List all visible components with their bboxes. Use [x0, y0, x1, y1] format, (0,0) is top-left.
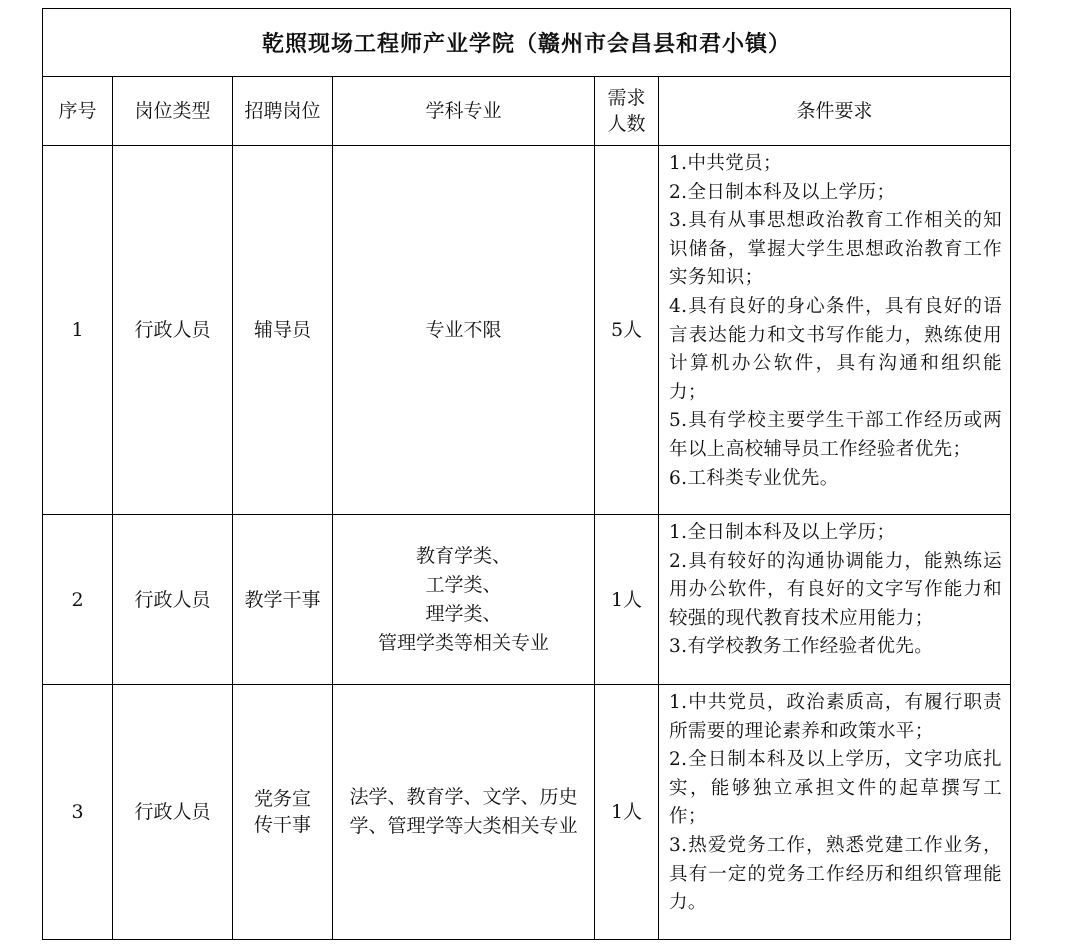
header-position: 招聘岗位	[233, 77, 333, 146]
cell-seq: 3	[43, 685, 113, 940]
header-row	[43, 77, 1011, 146]
table-row	[43, 515, 1011, 685]
cell-count: 1人	[595, 685, 659, 940]
table-row	[43, 146, 1011, 515]
requirement-item: 5.具有学校主要学生干部工作经历或两年以上高校辅导员工作经验者优先；	[669, 410, 1003, 460]
requirement-item: 4.具有良好的身心条件，具有良好的语言表达能力和文书写作能力，熟练使用计算机办公软件，具有沟通和组织能力；	[669, 295, 1003, 403]
requirement-item: 3.热爱党务工作，熟悉党建工作业务，具有一定的党务工作经历和组织管理能力。	[669, 834, 1003, 914]
requirement-item: 6.工科类专业优先。	[669, 467, 839, 489]
major-line: 管理学类等相关专业	[377, 631, 549, 654]
cell-type: 行政人员	[113, 515, 233, 685]
requirement-item: 1.中共党员；	[669, 153, 782, 174]
header-seq: 序号	[43, 77, 113, 146]
cell-seq: 2	[43, 515, 113, 685]
requirement-item: 2.具有较好的沟通协调能力，能熟练运用办公软件，有良好的文字写作能力和较强的现代教育技术应用能力；	[669, 550, 1003, 629]
table-title: 乾照现场工程师产业学院（赣州市会昌县和君小镇）	[43, 9, 1011, 77]
cell-count: 5人	[595, 146, 659, 515]
header-major: 学科专业	[333, 77, 595, 146]
header-count: 需求人数	[595, 77, 659, 146]
cell-count: 1人	[595, 515, 659, 685]
cell-major	[333, 515, 595, 685]
requirement-item: 1.全日制本科及以上学历；	[669, 522, 896, 543]
requirement-item: 3.有学校教务工作经验者优先。	[669, 636, 934, 658]
cell-type: 行政人员	[113, 685, 233, 940]
cell-position: 教学干事	[233, 515, 333, 685]
requirement-item: 1.中共党员，政治素质高，有履行职责所需要的理论素养和政策水平；	[669, 692, 1003, 742]
requirement-item: 3.具有从事思想政治教育工作相关的知识储备，掌握大学生思想政治教育工作实务知识；	[669, 210, 1003, 289]
major-line: 专业不限	[425, 319, 502, 341]
cell-position: 党务宣传干事	[233, 685, 333, 940]
recruitment-table	[42, 8, 1011, 940]
cell-seq: 1	[43, 146, 113, 515]
cell-major	[333, 146, 595, 515]
cell-requirements	[659, 515, 1011, 685]
cell-requirements	[659, 146, 1011, 515]
title-row	[43, 9, 1011, 77]
cell-major	[333, 685, 595, 940]
cell-requirements	[659, 685, 1011, 940]
header-type: 岗位类型	[113, 77, 233, 146]
table-row	[43, 685, 1011, 940]
cell-position: 辅导员	[233, 146, 333, 515]
major-line: 法学、教育学、文学、历史学、管理学等大类相关专业	[349, 786, 578, 837]
major-line: 理学类、	[425, 602, 502, 625]
requirement-item: 2.全日制本科及以上学历；	[669, 181, 896, 203]
requirement-item: 2.全日制本科及以上学历，文字功底扎实，能够独立承担文件的起草撰写工作；	[669, 749, 1003, 828]
major-line: 教育学类、	[415, 544, 511, 567]
header-requirements: 条件要求	[659, 77, 1011, 146]
major-line: 工学类、	[425, 573, 502, 596]
cell-type: 行政人员	[113, 146, 233, 515]
